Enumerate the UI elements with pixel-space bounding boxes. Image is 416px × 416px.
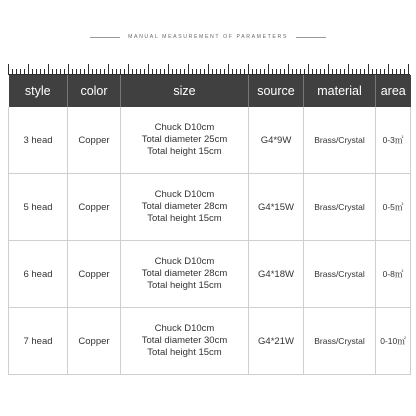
heading-rule-left [90,37,120,38]
cell-material: Brass/Crystal [304,107,376,174]
heading-text: MANUAL MEASUREMENT OF PARAMETERS [128,34,288,40]
size-diameter: Total diameter 28cm [141,268,228,279]
cell-color: Copper [68,308,121,375]
size-height: Total height 15cm [147,280,222,291]
cell-source: G4*21W [249,308,304,375]
size-chuck: Chuck D10cm [154,122,215,133]
header-row [9,75,411,107]
heading-rule-right [296,37,326,38]
cell-size [121,174,249,241]
header-source: source [249,75,304,107]
cell-color: Copper [68,241,121,308]
cell-source: G4*15W [249,174,304,241]
table-body [9,107,411,375]
cell-area: 0-8㎡ [376,241,411,308]
size-height: Total height 15cm [147,347,222,358]
table-row [9,174,411,241]
size-chuck: Chuck D10cm [154,256,215,267]
table-row [9,308,411,375]
cell-style: 5 head [9,174,68,241]
cell-style: 3 head [9,107,68,174]
parameter-table [8,75,411,375]
cell-size [121,308,249,375]
cell-style: 6 head [9,241,68,308]
cell-material: Brass/Crystal [304,308,376,375]
cell-area: 0-3㎡ [376,107,411,174]
cell-source: G4*9W [249,107,304,174]
header-style: style [9,75,68,107]
table-header [9,75,411,107]
size-chuck: Chuck D10cm [154,189,215,200]
ruler-decoration [8,64,410,75]
header-area: area [376,75,411,107]
table-row [9,107,411,174]
cell-color: Copper [68,107,121,174]
header-size: size [121,75,249,107]
cell-material: Brass/Crystal [304,174,376,241]
cell-style: 7 head [9,308,68,375]
section-heading [0,34,416,40]
header-material: material [304,75,376,107]
header-color: color [68,75,121,107]
cell-size [121,107,249,174]
cell-material: Brass/Crystal [304,241,376,308]
size-height: Total height 15cm [147,213,222,224]
cell-source: G4*18W [249,241,304,308]
size-chuck: Chuck D10cm [154,323,215,334]
size-diameter: Total diameter 28cm [141,201,228,212]
table-row [9,241,411,308]
size-height: Total height 15cm [147,146,222,157]
size-diameter: Total diameter 30cm [141,335,228,346]
cell-area: 0-10㎡ [376,308,411,375]
size-diameter: Total diameter 25cm [141,134,228,145]
cell-color: Copper [68,174,121,241]
cell-area: 0-5㎡ [376,174,411,241]
cell-size [121,241,249,308]
